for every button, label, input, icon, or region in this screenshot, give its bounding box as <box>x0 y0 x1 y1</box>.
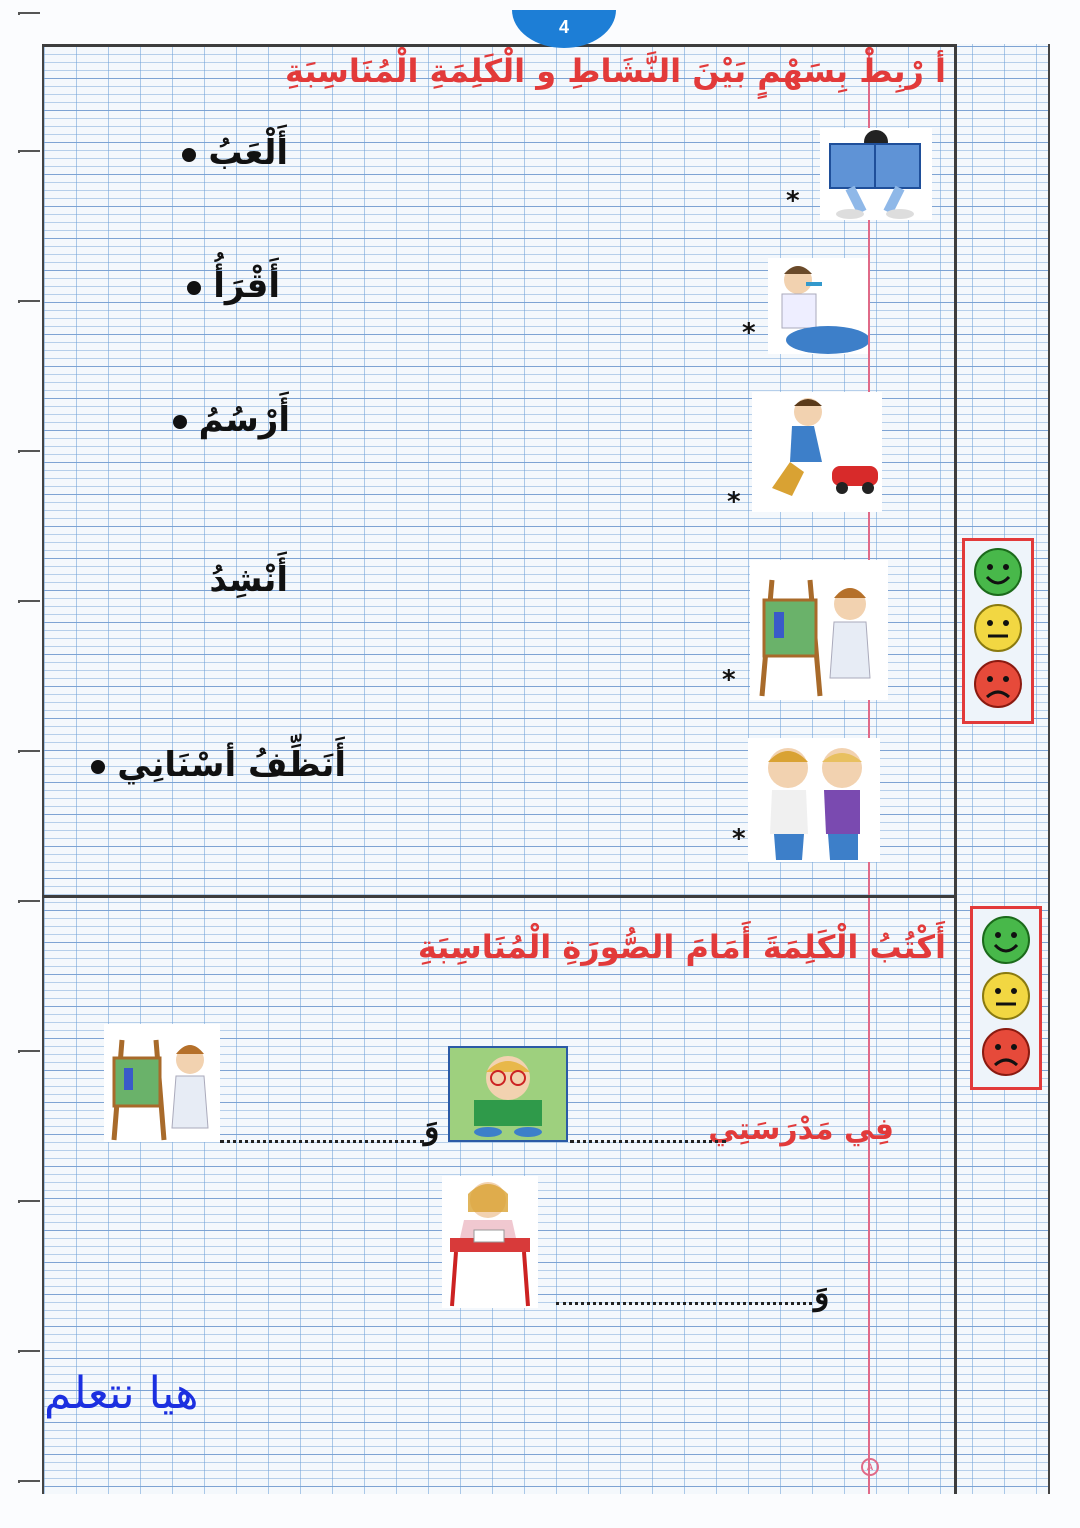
star-marker: * <box>732 824 746 854</box>
binder-holes <box>0 0 42 1528</box>
exercise1-title: أ رْبِطْ بِسَهْمٍ بَيْنَ النَّشَاطِ و الْكَلِمَةِ الْمُنَاسِبَةِ <box>284 52 946 90</box>
singing-children-image <box>748 738 880 862</box>
sad-face-icon[interactable] <box>973 659 1023 709</box>
reading-child-image <box>820 128 932 220</box>
star-marker: * <box>722 665 736 695</box>
top-border <box>42 44 954 47</box>
page-number: 4 <box>558 17 569 37</box>
answer-line[interactable] <box>570 1140 726 1143</box>
word-brush-teeth: أَنَظِّفُ أسْنَانِي <box>91 745 346 785</box>
painting-girl-image <box>104 1024 220 1142</box>
waw-letter: وَ <box>424 1108 440 1146</box>
star-marker: * <box>786 186 800 216</box>
word-sing: أَنْشِدُ <box>209 560 288 600</box>
boy-reading-image <box>448 1046 568 1142</box>
section-separator <box>42 895 954 898</box>
star-marker: * <box>742 318 756 348</box>
word-read: أَقْرَأُ <box>187 266 280 306</box>
waw-letter: وَ <box>814 1274 830 1312</box>
toy-car-image <box>752 392 882 512</box>
answer-line[interactable] <box>220 1140 424 1143</box>
girl-drawing-image <box>442 1176 538 1308</box>
word-draw: أَرْسُمُ <box>173 400 290 440</box>
dark-margin-line <box>954 44 957 1494</box>
star-marker: * <box>727 487 741 517</box>
self-rating-box <box>962 538 1034 724</box>
word-play: أَلْعَبُ <box>182 133 288 173</box>
self-rating-box <box>970 906 1042 1090</box>
footer-brand: هيا نتعلم <box>44 1368 199 1419</box>
page-number-badge <box>512 10 616 48</box>
sad-face-icon[interactable] <box>981 1027 1031 1077</box>
answer-line[interactable] <box>556 1302 812 1305</box>
neutral-face-icon[interactable] <box>981 971 1031 1021</box>
painting-girl-image <box>750 560 888 700</box>
neutral-face-icon[interactable] <box>973 603 1023 653</box>
in-my-school-text: فِي مَدْرَسَتِي <box>708 1112 894 1147</box>
happy-face-icon[interactable] <box>973 547 1023 597</box>
circle-a-icon: A <box>861 1458 879 1476</box>
exercise2-title: أَكْتُبُ الْكَلِمَةَ أَمَامَ الصُّورَةِ الْمُنَاسِبَةِ <box>417 928 946 966</box>
happy-face-icon[interactable] <box>981 915 1031 965</box>
brushing-teeth-image <box>768 258 868 354</box>
